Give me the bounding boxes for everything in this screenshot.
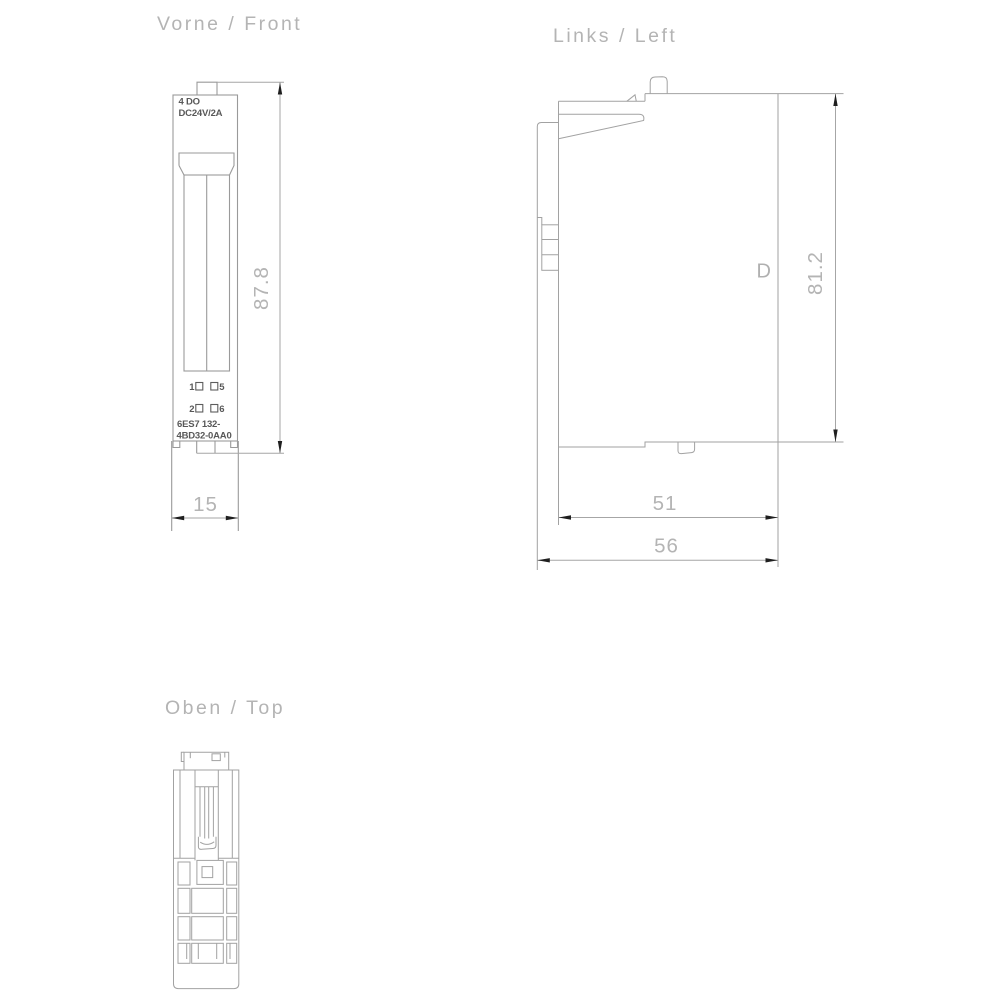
dimension-left-outer-depth: [537, 535, 778, 563]
module-rating-label: DC24V/2A: [178, 108, 223, 119]
module-marking-d: D: [756, 260, 771, 283]
left-top-clip-outline: [650, 77, 667, 94]
dimension-value-front-height: 87.8: [250, 266, 273, 310]
front-bottom-notch: [197, 441, 215, 453]
indicator-square-icon: [196, 405, 203, 413]
top-terminal-block: [178, 860, 237, 963]
arrow-right-icon: [766, 558, 779, 562]
order-number-line1: 6ES7 132-: [177, 419, 221, 430]
terminal-cell: [227, 943, 237, 963]
terminal-cell: [227, 888, 237, 913]
connector-key-tab: [212, 754, 220, 761]
top-center-channel: [195, 770, 218, 860]
arrow-up-icon: [278, 82, 282, 94]
dimension-front-width: [172, 493, 239, 520]
arrow-down-icon: [833, 430, 837, 443]
arrow-up-icon: [833, 94, 837, 106]
left-front-slope: [559, 114, 644, 139]
front-view: [157, 13, 302, 531]
terminal-cell: [178, 888, 190, 913]
left-view: [537, 25, 843, 570]
indicator-number-1: 1: [189, 382, 195, 393]
indicator-row-2: [189, 404, 224, 415]
dimension-left-height: [804, 94, 838, 442]
terminal-square-housing: [197, 860, 223, 884]
order-number-line2: 4BD32-0AA0: [176, 430, 232, 442]
terminal-cell: [192, 888, 224, 913]
dimension-value-left-outer-depth: 56: [654, 534, 679, 558]
dimension-left-inner-depth: [559, 492, 779, 520]
indicator-square-icon: [211, 405, 218, 413]
dimension-value-left-height: 81.2: [804, 251, 827, 295]
top-view-title: Oben / Top: [165, 697, 286, 719]
arrow-left-icon: [559, 515, 572, 519]
front-view-title: Vorne / Front: [157, 13, 303, 35]
front-top-tab-outline: [197, 82, 217, 95]
front-module-body-outline: [173, 95, 238, 441]
front-bottom-hook-right: [231, 441, 238, 448]
indicator-square-icon: [211, 383, 218, 391]
din-clip-step: [537, 218, 542, 225]
terminal-cell: [192, 917, 224, 940]
top-view: [165, 697, 285, 989]
indicator-number-2: 2: [189, 404, 195, 415]
terminal-cell: [227, 862, 237, 885]
top-bus-connector: [181, 752, 228, 770]
left-bottom-hook: [678, 442, 695, 454]
left-latch-bump: [627, 95, 637, 102]
terminal-cell: [178, 917, 190, 940]
arrow-right-icon: [226, 516, 239, 520]
terminal-square-inner: [202, 867, 213, 878]
left-view-title: Links / Left: [553, 25, 678, 47]
terminal-cell: [178, 943, 190, 963]
din-clip-outline: [537, 123, 558, 571]
channel-bracket-arc: [200, 842, 214, 845]
terminal-cell: [227, 917, 237, 940]
arrow-left-icon: [172, 516, 185, 520]
terminal-cell: [178, 862, 190, 885]
terminal-cell: [192, 943, 224, 963]
arrow-left-icon: [537, 558, 550, 562]
indicator-square-icon: [196, 383, 203, 391]
front-label-cap-outline: [179, 153, 234, 175]
arrow-right-icon: [766, 515, 779, 519]
indicator-row-1: [189, 382, 225, 393]
dimension-value-front-width: 15: [193, 493, 218, 516]
arrow-down-icon: [278, 441, 282, 453]
dimension-front-height: [197, 82, 284, 453]
indicator-number-5: 5: [219, 382, 225, 393]
front-bottom-hook-left: [173, 441, 180, 448]
dimension-value-left-inner-depth: 51: [652, 492, 678, 515]
din-rail-clip: [537, 123, 558, 571]
din-clip-teeth-outline: [542, 225, 559, 270]
indicator-number-6: 6: [219, 404, 225, 415]
left-bottom-edge: [559, 442, 844, 447]
module-type-label: 4 DO: [178, 96, 200, 108]
top-housing-outline: [174, 770, 239, 989]
